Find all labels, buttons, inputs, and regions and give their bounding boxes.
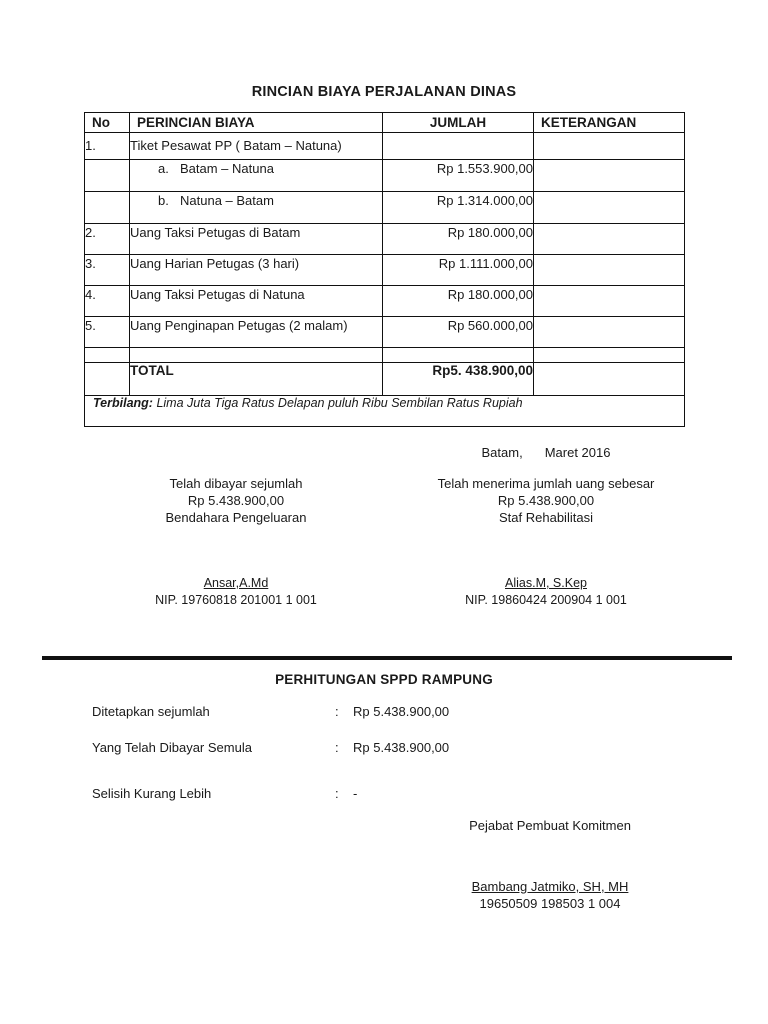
signer-right-name: Alias.M, S.Kep: [505, 576, 587, 590]
row-remarks: [534, 160, 685, 192]
table-row: [85, 224, 685, 255]
signer-left-nip: NIP. 19760818 201001 1 001: [155, 593, 317, 607]
row-remarks: [534, 192, 685, 224]
table-row: [85, 160, 685, 192]
signature-left-role: Bendahara Pengeluaran: [165, 510, 307, 525]
cost-breakdown-table: [84, 112, 685, 427]
column-header-remarks: KETERANGAN: [534, 113, 685, 133]
row-no: 3.: [85, 255, 130, 286]
row-remarks: [534, 133, 685, 160]
settlement-row: [92, 785, 652, 803]
sub-item-label: Natuna – Batam: [180, 193, 274, 208]
row-amount: Rp 560.000,00: [383, 317, 534, 348]
row-remarks: [534, 255, 685, 286]
column-header-no: No: [85, 113, 130, 133]
row-no: 5.: [85, 317, 130, 348]
place-label: Batam,: [481, 445, 523, 460]
table-spacer-row: [85, 348, 685, 363]
row-no: 1.: [85, 133, 130, 160]
signer-right: [408, 575, 684, 609]
signer-left-name: Ansar,A.Md: [203, 576, 269, 590]
total-no-cell: [85, 363, 130, 396]
row-remarks: [534, 317, 685, 348]
spacer-cell: [85, 348, 130, 363]
page-title: RINCIAN BIAYA PERJALANAN DINAS: [251, 84, 517, 100]
total-remarks-cell: [534, 363, 685, 396]
table-row: [85, 133, 685, 160]
settlement-label: Selisih Kurang Lebih: [92, 786, 212, 801]
settlement-row: [92, 739, 652, 757]
table-row: [85, 192, 685, 224]
row-amount: Rp 1.111.000,00: [383, 255, 534, 286]
settlement-label: Yang Telah Dibayar Semula: [92, 740, 252, 755]
signature-left-line1: Telah dibayar sejumlah: [169, 476, 303, 491]
sub-item-label: Batam – Natuna: [180, 161, 274, 176]
settlement-row: [92, 703, 652, 721]
table-row: [85, 286, 685, 317]
terbilang-value: Lima Juta Tiga Ratus Delapan puluh Ribu Sembilan Ratus Rupiah: [156, 396, 523, 410]
signature-right-amount: Rp 5.438.900,00: [497, 493, 595, 508]
row-description: Tiket Pesawat PP ( Batam – Natuna): [130, 133, 383, 160]
settlement-title: PERHITUNGAN SPPD RAMPUNG: [275, 672, 493, 687]
table-total-row: [85, 363, 685, 396]
table-header-row: [85, 113, 685, 133]
signature-block-left: [98, 475, 374, 526]
column-header-description: PERINCIAN BIAYA: [130, 113, 383, 133]
total-label: TOTAL: [130, 363, 383, 396]
row-description: Uang Harian Petugas (3 hari): [130, 255, 383, 286]
row-no: 2.: [85, 224, 130, 255]
row-description: [130, 160, 383, 192]
row-description: Uang Penginapan Petugas (2 malam): [130, 317, 383, 348]
terbilang-label: Terbilang:: [93, 396, 153, 410]
terbilang-cell: [85, 396, 685, 427]
section-divider: [42, 656, 732, 660]
row-description: [130, 192, 383, 224]
table-terbilang-row: [85, 396, 685, 427]
settlement-colon: :: [335, 786, 339, 801]
column-header-amount: JUMLAH: [383, 113, 534, 133]
row-description: Uang Taksi Petugas di Batam: [130, 224, 383, 255]
signature-right-role: Staf Rehabilitasi: [499, 510, 593, 525]
row-description: Uang Taksi Petugas di Natuna: [130, 286, 383, 317]
row-amount: Rp 180.000,00: [383, 286, 534, 317]
committee-officer-nip: 19650509 198503 1 004: [479, 896, 621, 911]
signature-left-amount: Rp 5.438.900,00: [187, 493, 285, 508]
signature-block-right: [408, 475, 684, 526]
table-row: [85, 255, 685, 286]
settlement-value: Rp 5.438.900,00: [353, 740, 450, 755]
settlement-colon: :: [335, 704, 339, 719]
total-amount: Rp5. 438.900,00: [383, 363, 534, 396]
date-label: Maret 2016: [544, 445, 611, 460]
signature-right-line1: Telah menerima jumlah uang sebesar: [437, 476, 655, 491]
row-no: [85, 192, 130, 224]
row-amount: [383, 133, 534, 160]
settlement-value: -: [353, 786, 358, 801]
settlement-colon: :: [335, 740, 339, 755]
settlement-value: Rp 5.438.900,00: [353, 704, 450, 719]
row-no: [85, 160, 130, 192]
row-amount: Rp 1.314.000,00: [383, 192, 534, 224]
sub-item-letter: b.: [158, 193, 169, 208]
row-no: 4.: [85, 286, 130, 317]
row-amount: Rp 1.553.900,00: [383, 160, 534, 192]
place-and-date: [408, 445, 684, 460]
committee-officer-name: Bambang Jatmiko, SH, MH: [471, 879, 629, 894]
committee-officer-title: Pejabat Pembuat Komitmen: [469, 818, 631, 833]
row-remarks: [534, 224, 685, 255]
spacer-cell: [534, 348, 685, 363]
signer-right-nip: NIP. 19860424 200904 1 001: [465, 593, 627, 607]
committee-officer-signer: [400, 878, 700, 912]
row-remarks: [534, 286, 685, 317]
table-row: [85, 317, 685, 348]
settlement-label: Ditetapkan sejumlah: [92, 704, 210, 719]
spacer-cell: [130, 348, 383, 363]
signer-left: [98, 575, 374, 609]
sub-item-letter: a.: [158, 161, 169, 176]
row-amount: Rp 180.000,00: [383, 224, 534, 255]
spacer-cell: [383, 348, 534, 363]
